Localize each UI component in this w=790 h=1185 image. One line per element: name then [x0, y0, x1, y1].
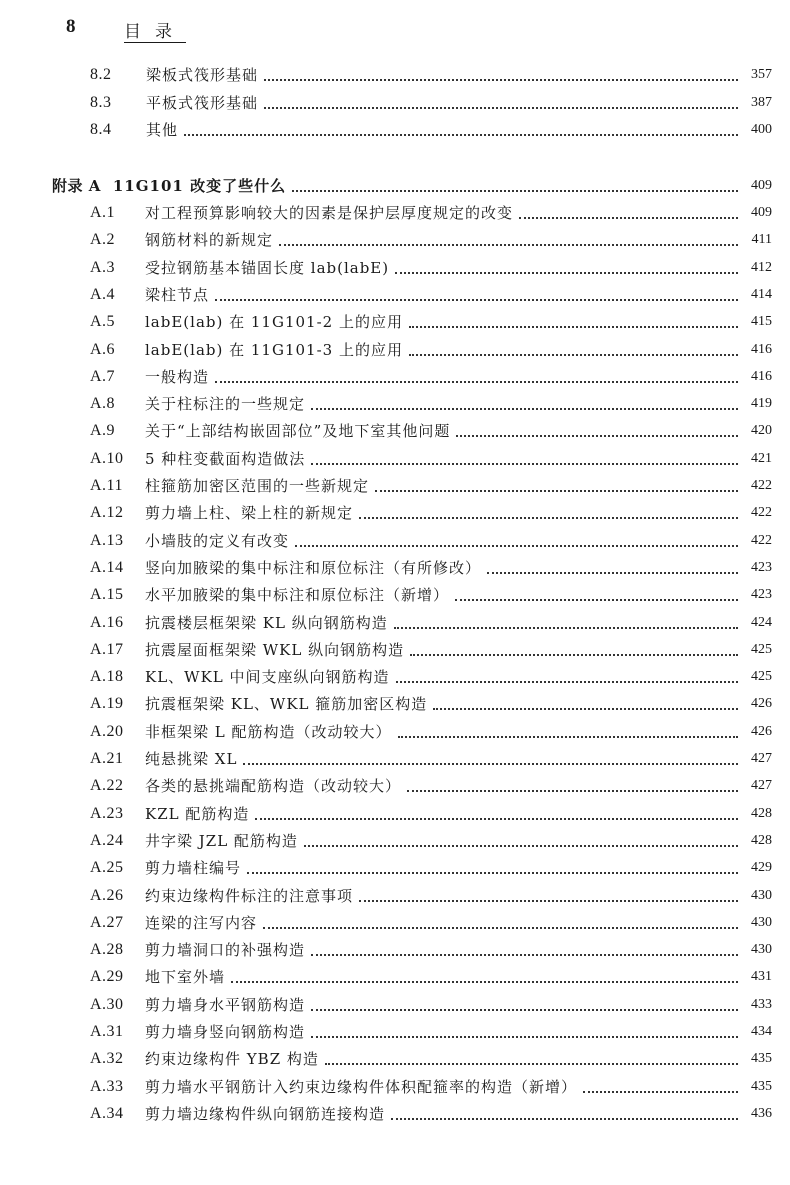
dot-leader — [215, 380, 738, 383]
toc-entry — [90, 1045, 772, 1069]
dot-leader — [255, 817, 738, 820]
dot-leader — [583, 1090, 738, 1093]
dot-leader — [325, 1062, 738, 1065]
toc-entry — [90, 581, 772, 605]
dot-leader — [184, 133, 738, 136]
toc-entry-page: 400 — [751, 122, 772, 137]
toc-entry-page: 430 — [751, 887, 772, 903]
toc-entry-number: A.16 — [90, 613, 124, 631]
toc-entry-title: 梁板式筏形基础 — [146, 66, 259, 84]
toc-entry — [90, 527, 772, 551]
toc-entry-number: A.28 — [90, 941, 124, 959]
dot-leader — [407, 789, 738, 792]
toc-entry — [90, 199, 772, 223]
dot-leader — [433, 707, 738, 710]
toc-entry — [90, 636, 772, 660]
toc-entry-number: A.25 — [90, 859, 124, 877]
toc-entry — [90, 390, 772, 414]
toc-entry-title: 梁柱节点 — [145, 285, 210, 304]
toc-entry — [52, 172, 772, 196]
toc-entry-number: 8.3 — [90, 93, 112, 111]
dot-leader — [311, 462, 738, 465]
toc-entry — [90, 308, 772, 332]
dot-leader — [231, 980, 738, 983]
toc-entry-number: A.32 — [90, 1050, 124, 1068]
toc-entry-number: A.23 — [90, 804, 124, 822]
toc-entry-page: 387 — [751, 94, 772, 110]
toc-entry — [90, 800, 772, 824]
toc-entry — [90, 61, 772, 85]
toc-entry-number: A.3 — [90, 258, 116, 276]
toc-entry-title: 水平加腋梁的集中标注和原位标注（新增） — [145, 586, 450, 605]
toc-entry-title: 一般构造 — [145, 367, 210, 386]
toc-entry-title: 地下室外墙 — [145, 968, 226, 987]
toc-entry-number: A.21 — [90, 750, 124, 767]
toc-entry — [90, 226, 772, 250]
toc-entry-page: 422 — [751, 478, 772, 493]
toc-entry-number: A.5 — [90, 313, 116, 331]
toc-entry — [90, 663, 772, 687]
toc-entry-page: 427 — [751, 778, 772, 794]
toc-entry-title: 井字梁 JZL 配筋构造 — [145, 831, 298, 850]
toc-entry — [90, 690, 772, 714]
toc-entry — [90, 445, 772, 469]
toc-entry-title: 剪力墙上柱、梁上柱的新规定 — [145, 504, 354, 523]
toc-entry-page: 420 — [751, 423, 772, 439]
toc-entry-page: 424 — [751, 614, 772, 630]
toc-entry-page: 419 — [751, 396, 772, 412]
dot-leader — [395, 271, 738, 274]
toc-entry-title: labE(lab) 在 11G101-2 上的应用 — [145, 313, 403, 332]
toc-entry-page: 416 — [751, 341, 772, 357]
toc-entry-title: 抗震楼层框架梁 KL 纵向钢筋构造 — [145, 613, 388, 632]
toc-entry-title: 关于柱标注的一些规定 — [145, 395, 306, 414]
dot-leader — [243, 762, 738, 765]
toc-entry — [90, 281, 772, 305]
header-title: 目录 — [124, 22, 186, 42]
toc-entry-number: 附录 A — [52, 177, 101, 195]
dot-leader — [359, 516, 738, 519]
toc-entry-title: labE(lab) 在 11G101-3 上的应用 — [145, 340, 403, 359]
toc-entry-title: 剪力墙柱编号 — [145, 859, 242, 878]
dot-leader — [311, 1035, 738, 1038]
toc-entry-number: A.20 — [90, 722, 124, 740]
toc-entry-page: 435 — [751, 1051, 772, 1067]
dot-leader — [264, 106, 738, 109]
toc-entry-page: 357 — [751, 67, 772, 82]
toc-entry-number: A.17 — [90, 640, 124, 658]
dot-leader — [375, 489, 738, 492]
dot-leader — [311, 1008, 738, 1011]
toc-entry-number: A.15 — [90, 586, 124, 604]
toc-entry-title: 非框架梁 L 配筋构造（改动较大） — [145, 722, 392, 741]
toc-entry-number: A.9 — [90, 422, 116, 440]
toc-entry-title: 小墙肢的定义有改变 — [145, 531, 290, 550]
toc-entry-page: 422 — [751, 505, 772, 521]
toc-entry — [90, 772, 772, 796]
toc-entry-title: 剪力墙边缘构件纵向钢筋连接构造 — [145, 1104, 386, 1123]
toc-entry-number: A.7 — [90, 367, 116, 385]
toc-entry-title: 剪力墙水平钢筋计入约束边缘构件体积配箍率的构造（新增） — [145, 1077, 578, 1096]
toc-entry-number: A.34 — [90, 1104, 124, 1122]
toc-entry — [90, 963, 772, 987]
toc-entry-page: 436 — [751, 1105, 772, 1121]
toc-entry-number: A.24 — [90, 831, 124, 849]
dot-leader — [215, 298, 738, 301]
dot-leader — [410, 653, 738, 656]
dot-leader — [359, 899, 738, 902]
toc-entry-number: A.19 — [90, 695, 124, 713]
dot-leader — [311, 953, 738, 956]
toc-entry-page: 427 — [751, 751, 772, 766]
toc-entry-title: 约束边缘构件标注的注意事项 — [145, 886, 354, 905]
toc-entry-number: A.31 — [90, 1023, 124, 1040]
dot-leader — [264, 78, 738, 81]
toc-entry — [90, 417, 772, 441]
toc-entry-title: KL、WKL 中间支座纵向钢筋构造 — [145, 668, 390, 687]
toc-entry — [90, 882, 772, 906]
toc-entry-number: A.30 — [90, 995, 124, 1013]
toc-entry-title: 约束边缘构件 YBZ 构造 — [145, 1050, 319, 1069]
toc-entry-number: A.2 — [90, 231, 116, 249]
toc-entry-title: 各类的悬挑端配筋构造（改动较大） — [145, 777, 402, 796]
toc-entry-number: A.13 — [90, 531, 124, 549]
toc-entry — [90, 254, 772, 278]
toc-entry-number: A.1 — [90, 204, 116, 221]
dot-leader — [409, 353, 738, 356]
toc-entry — [90, 1073, 772, 1097]
toc-entry-title: 剪力墙洞口的补强构造 — [145, 941, 306, 960]
toc-entry-title: 连梁的注写内容 — [145, 913, 258, 932]
toc-entry-page: 412 — [751, 259, 772, 275]
toc-entry-page: 423 — [751, 559, 772, 575]
toc-entry-number: A.12 — [90, 504, 124, 522]
toc-entry-number: A.4 — [90, 285, 116, 303]
toc-entry-page: 423 — [751, 587, 772, 603]
dot-leader — [409, 325, 738, 328]
page-number: 8 — [66, 16, 76, 37]
dot-leader — [455, 598, 738, 601]
toc-entry-number: A.10 — [90, 449, 124, 467]
toc-entry-page: 428 — [751, 805, 772, 821]
toc-entry-number: A.33 — [90, 1077, 124, 1095]
toc-entry — [90, 827, 772, 851]
toc-entry — [90, 854, 772, 878]
toc-entry-page: 425 — [751, 669, 772, 685]
dot-leader — [263, 926, 738, 929]
toc-entry — [90, 609, 772, 633]
toc-entry-number: A.18 — [90, 668, 124, 686]
toc-entry-number: A.14 — [90, 558, 124, 576]
toc-entry — [90, 991, 772, 1015]
toc-entry-title: 对工程预算影响较大的因素是保护层厚度规定的改变 — [145, 204, 514, 222]
toc-entry-title: 钢筋材料的新规定 — [145, 231, 274, 250]
toc-entry — [90, 1100, 772, 1124]
toc-entry-number: 8.2 — [90, 66, 112, 83]
toc-entry-page: 422 — [751, 532, 772, 548]
toc-entry-page: 429 — [751, 860, 772, 876]
dot-leader — [487, 571, 738, 574]
toc-entry-page: 411 — [751, 232, 772, 248]
toc-entry — [90, 909, 772, 933]
toc-entry — [90, 745, 772, 769]
toc-entry — [90, 936, 772, 960]
toc-entry-page: 409 — [751, 178, 772, 193]
toc-entry-title: 柱箍筋加密区范围的一些新规定 — [145, 477, 370, 495]
toc-entry-page: 414 — [751, 286, 772, 302]
toc-entry-page: 434 — [751, 1024, 772, 1039]
toc-entry-number: A.11 — [90, 477, 123, 494]
toc-entry — [90, 363, 772, 387]
toc-entry-page: 416 — [751, 368, 772, 384]
toc-entry-title: 竖向加腋梁的集中标注和原位标注（有所修改） — [145, 558, 482, 577]
toc-entry-page: 425 — [751, 641, 772, 657]
toc-entry-page: 415 — [751, 314, 772, 330]
toc-entry-title: 11G101 改变了些什么 — [112, 177, 287, 195]
toc-entry-title: 纯悬挑梁 XL — [145, 750, 238, 768]
toc-entry-title: KZL 配筋构造 — [145, 804, 250, 823]
toc-entry — [90, 116, 772, 140]
dot-leader — [279, 243, 738, 246]
dot-leader — [394, 626, 738, 629]
toc-entry-title: 剪力墙身竖向钢筋构造 — [145, 1023, 306, 1041]
toc-entry-page: 409 — [751, 205, 772, 220]
toc-entry-title: 抗震框架梁 KL、WKL 箍筋加密区构造 — [145, 695, 428, 714]
toc-entry-title: 其他 — [146, 121, 179, 139]
dot-leader — [391, 1117, 738, 1120]
toc-entry-number: 8.4 — [90, 121, 112, 138]
dot-leader — [295, 544, 738, 547]
toc-entry-page: 428 — [751, 832, 772, 848]
toc-entry-title: 受拉钢筋基本锚固长度 lab(labE) — [145, 258, 390, 277]
toc-entry-title: 剪力墙身水平钢筋构造 — [145, 995, 306, 1014]
dot-leader — [304, 844, 738, 847]
toc-entry-page: 430 — [751, 914, 772, 930]
toc-entry-number: A.29 — [90, 968, 124, 986]
toc-entry-page: 426 — [751, 696, 772, 712]
toc-entry-page: 435 — [751, 1078, 772, 1094]
dot-leader — [292, 189, 738, 192]
toc-entry — [90, 1018, 772, 1042]
dot-leader — [456, 434, 738, 437]
toc-entry-title: 平板式筏形基础 — [146, 93, 259, 112]
toc-entry — [90, 499, 772, 523]
dot-leader — [311, 407, 738, 410]
toc-entry — [90, 472, 772, 496]
toc-entry-title: 关于“上部结构嵌固部位”及地下室其他问题 — [145, 422, 451, 441]
toc-entry-number: A.27 — [90, 913, 124, 931]
toc-entry-page: 430 — [751, 942, 772, 958]
toc-entry-number: A.6 — [90, 340, 116, 358]
toc-entry-title: 5 种柱变截面构造做法 — [145, 449, 306, 468]
toc-entry-page: 426 — [751, 723, 772, 739]
toc-entry-title: 抗震屋面框架梁 WKL 纵向钢筋构造 — [145, 640, 405, 659]
toc-entry-page: 431 — [751, 969, 772, 985]
toc-entry-number: A.8 — [90, 395, 116, 413]
toc-entry — [90, 336, 772, 360]
toc-entry-number: A.22 — [90, 777, 124, 795]
dot-leader — [396, 680, 738, 683]
toc-entry-page: 433 — [751, 996, 772, 1012]
toc-entry — [90, 89, 772, 113]
dot-leader — [247, 871, 738, 874]
toc-entry — [90, 554, 772, 578]
toc-entry-page: 421 — [751, 450, 772, 466]
dot-leader — [398, 735, 739, 738]
dot-leader — [519, 216, 738, 219]
toc-entry — [90, 718, 772, 742]
toc-entry-number: A.26 — [90, 886, 124, 904]
